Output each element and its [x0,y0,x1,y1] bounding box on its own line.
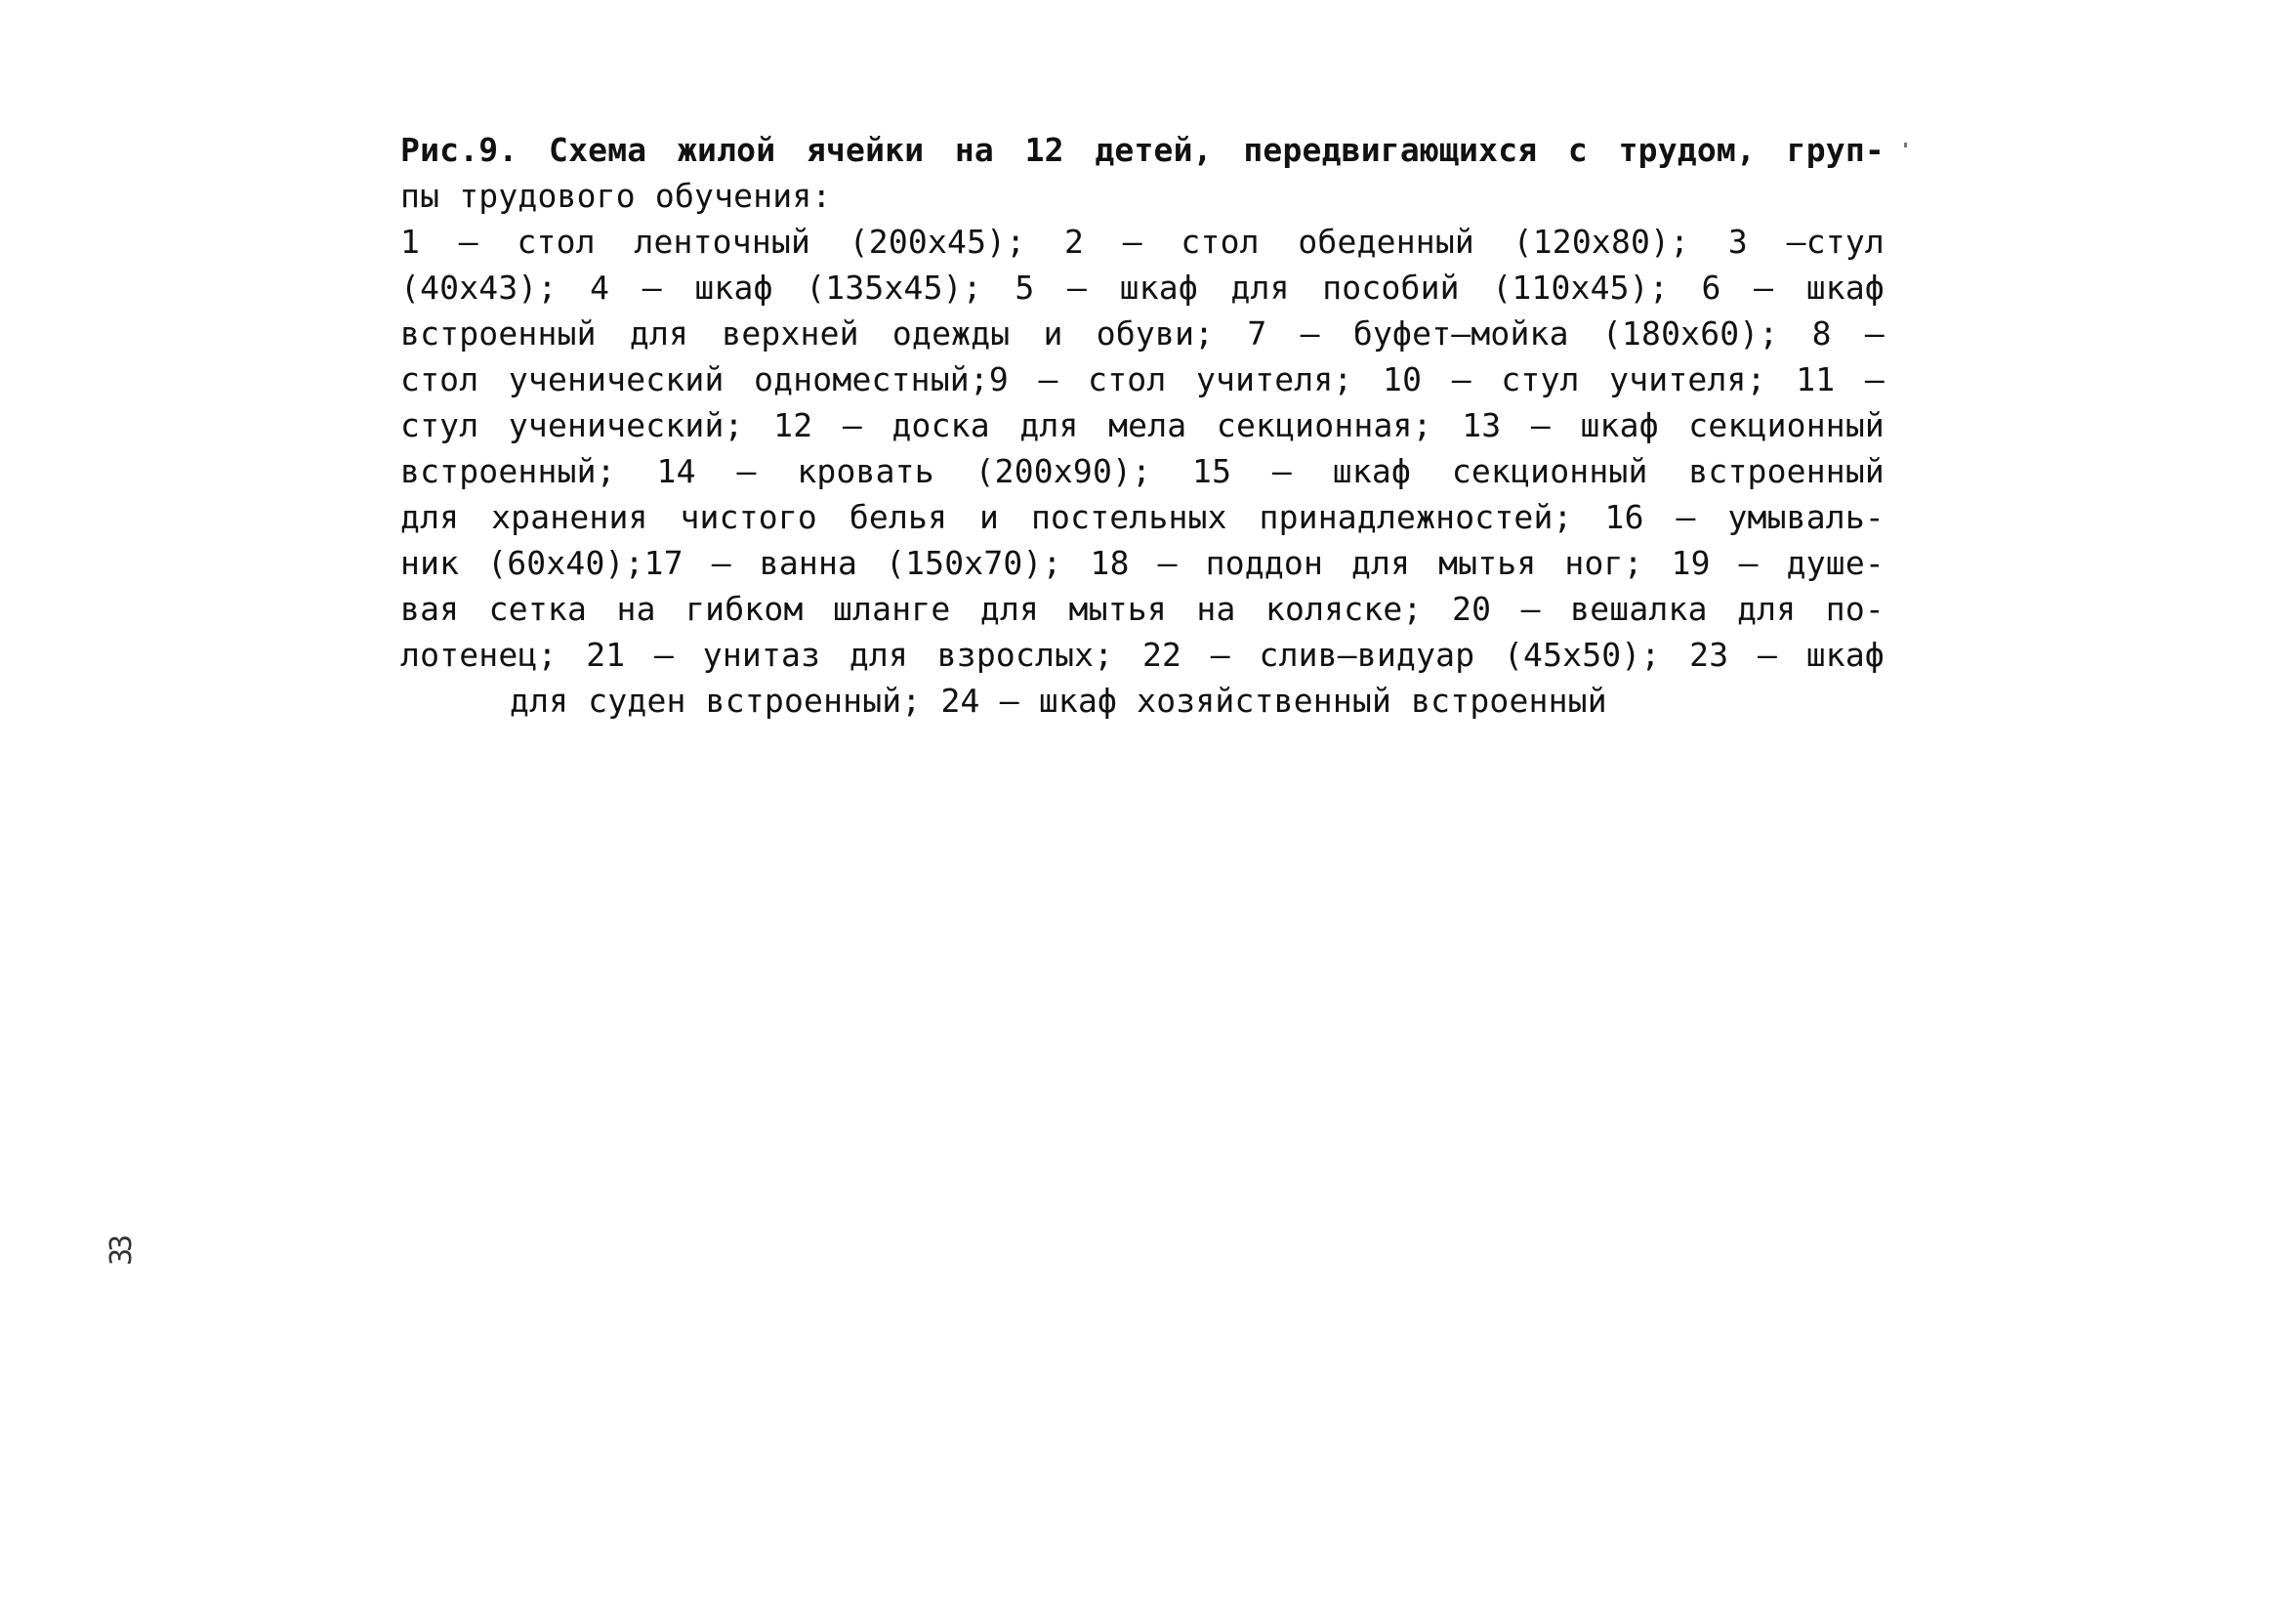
caption-legend-line: лотенец; 21 – унитаз для взрослых; 22 – слив–видуар (45х50); 23 – шкаф [400,636,1885,674]
scan-speck [1904,143,1907,147]
caption-title-line: Рис.9. Схема жилой ячейки на 12 детей, передвигающихся с трудом, груп- [400,131,1885,169]
caption-legend-line: стул ученический; 12 – доска для мела секционная; 13 – шкаф секционный [400,406,1885,444]
caption-title-line: пы трудового обучения: [400,177,832,215]
caption-legend-line: для хранения чистого белья и постельных принадлежностей; 16 – умываль- [400,498,1885,536]
caption-legend-line: встроенный; 14 – кровать (200х90); 15 – шкаф секционный встроенный [400,452,1885,490]
figure-caption [400,127,1885,724]
caption-legend-line: ник (60х40);17 – ванна (150х70); 18 – поддон для мытья ног; 19 – душе- [400,544,1885,582]
caption-legend-line: стол ученический одноместный;9 – стол учителя; 10 – стул учителя; 11 – [400,360,1885,398]
caption-legend-line: (40х43); 4 – шкаф (135х45); 5 – шкаф для пособий (110х45); 6 – шкаф [400,269,1885,307]
caption-legend-line: для суден встроенный; 24 – шкаф хозяйственный встроенный [510,682,1607,720]
page-number: 33 [104,1237,139,1266]
caption-legend-line: 1 – стол ленточный (200х45); 2 – стол обеденный (120х80); 3 –стул [400,223,1885,261]
caption-legend-line: вая сетка на гибком шланге для мытья на коляске; 20 – вешалка для по- [400,590,1885,628]
caption-legend-line: встроенный для верхней одежды и обуви; 7 – буфет–мойка (180х60); 8 – [400,314,1885,353]
